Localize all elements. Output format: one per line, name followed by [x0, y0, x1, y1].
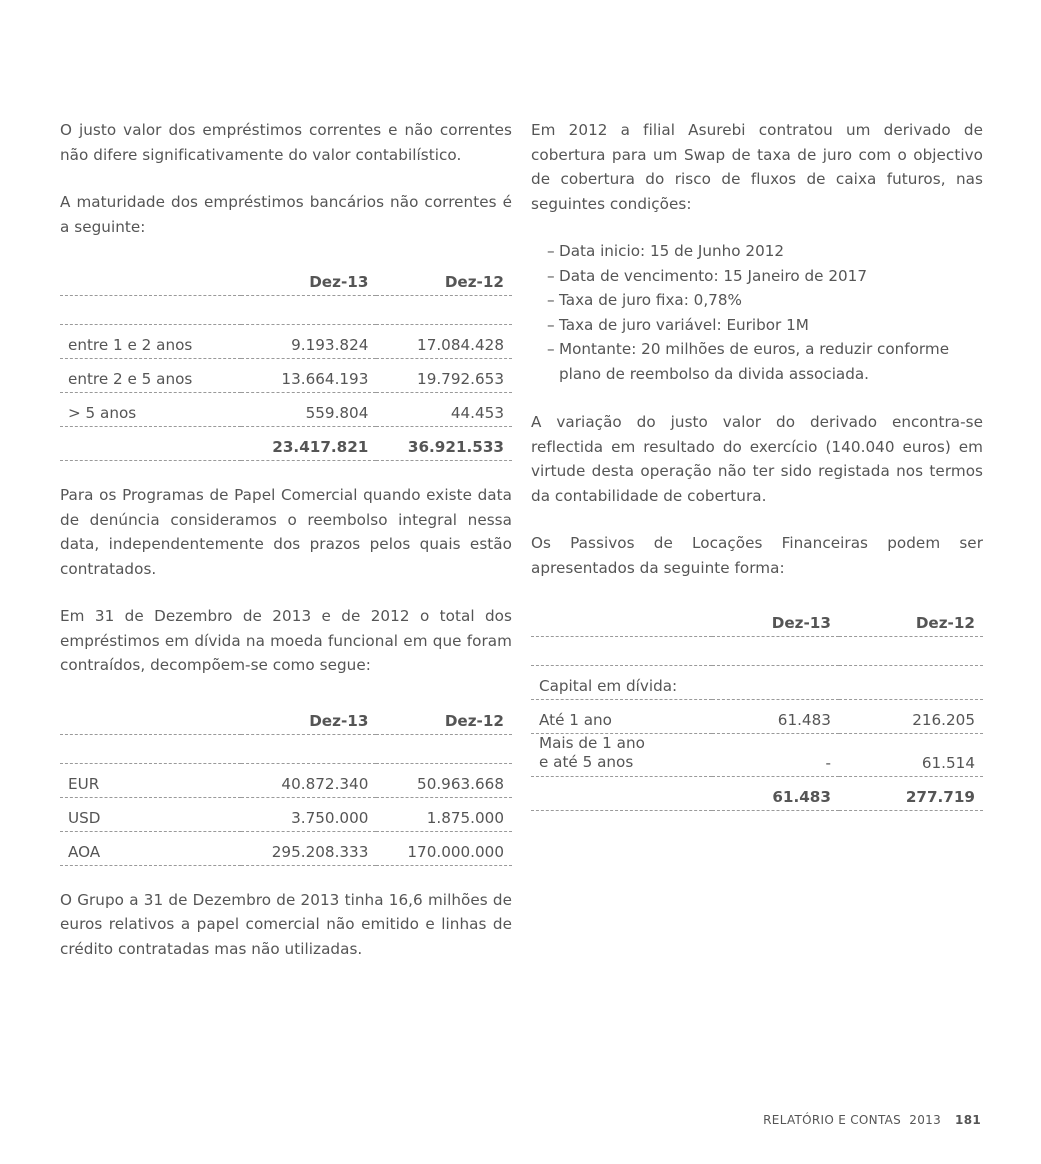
dash-bullet: –	[547, 242, 555, 260]
cell-dez12: 170.000.000	[407, 842, 504, 861]
list-item: – Montante: 20 milhões de euros, a reduzir conforme plano de reembolso da divida associada.	[547, 337, 983, 386]
column-header-dez12: Dez-12	[444, 711, 504, 730]
table-spacer-row	[60, 734, 512, 763]
swap-conditions-list	[531, 239, 983, 386]
row-label: > 5 anos	[68, 404, 137, 422]
table-row	[60, 325, 512, 359]
table-row	[60, 359, 512, 393]
cell-dez13: -	[825, 754, 831, 772]
table-spacer-row	[531, 637, 983, 666]
row-label: Mais de 1 ano e até 5 anos	[539, 734, 645, 771]
column-header-dez13: Dez-13	[309, 711, 369, 730]
paragraph-swap-intro: Em 2012 a filial Asurebi contratou um derivado de cobertura para um Swap de taxa de juro com o objectivo de cobertura do risco de fluxos de caixa futuros, nas seguintes condições:	[531, 121, 983, 213]
paragraph-credit-lines: O Grupo a 31 de Dezembro de 2013 tinha 16,6 milhões de euros relativos a papel comercial não emitido e linhas de crédito contratadas mas não utilizadas.	[60, 890, 512, 958]
paragraph-derivative-variation: A variação do justo valor do derivado encontra-se reflectida em resultado do exercício (140.040 euros) em virtude desta operação não ter sido registada nos termos da contabilidade de cobertura.	[531, 413, 983, 505]
dash-bullet: –	[547, 266, 555, 285]
table-row	[531, 734, 983, 777]
dash-bullet: –	[547, 340, 555, 358]
currency-table	[60, 701, 512, 866]
leases-table	[531, 603, 983, 811]
cell-dez13: 61.483	[777, 711, 831, 729]
table-row	[60, 797, 512, 831]
dash-bullet: –	[547, 315, 555, 334]
page-footer	[763, 1113, 981, 1127]
left-column	[60, 118, 512, 984]
cell-dez13: 40.872.340	[281, 774, 369, 793]
paragraph-fair-value: O justo valor dos empréstimos correntes e não correntes não difere significativamente do valor contabilístico.	[60, 121, 512, 164]
cell-dez13: 3.750.000	[291, 808, 369, 827]
section-label: Capital em dívida:	[539, 677, 678, 695]
maturity-table	[60, 262, 512, 461]
row-label: USD	[68, 808, 101, 827]
column-header-dez13: Dez-13	[771, 614, 831, 632]
cell-dez13: 559.804	[305, 404, 369, 422]
table-row	[60, 763, 512, 797]
table-header-row	[60, 262, 512, 296]
table-header-row	[531, 603, 983, 637]
list-item: – Data inicio: 15 de Junho 2012	[547, 239, 983, 264]
cell-dez13: 13.664.193	[281, 370, 369, 388]
cell-dez13: 9.193.824	[291, 336, 369, 354]
footer-report-title: RELATÓRIO E CONTAS 2013	[763, 1113, 942, 1127]
table-row	[531, 700, 983, 734]
paragraph-commercial-paper: Para os Programas de Papel Comercial quando existe data de denúncia consideramos o reembolso integral nessa data, independentemente dos prazos pelos quais estão contratados.	[60, 486, 512, 578]
list-item: – Data de vencimento: 15 Janeiro de 2017	[547, 264, 983, 289]
table-row	[60, 393, 512, 427]
list-item: – Taxa de juro variável: Euribor 1M	[547, 313, 983, 338]
paragraph-maturity-intro: A maturidade dos empréstimos bancários não correntes é a seguinte:	[60, 193, 512, 236]
total-dez12: 36.921.533	[407, 438, 504, 456]
row-label: entre 1 e 2 anos	[68, 336, 193, 354]
total-dez12: 277.719	[905, 788, 975, 806]
row-label: EUR	[68, 774, 100, 793]
paragraph-leases-intro: Os Passivos de Locações Financeiras podem ser apresentados da seguinte forma:	[531, 534, 983, 577]
column-header-dez12: Dez-12	[915, 614, 975, 632]
table-row	[60, 831, 512, 865]
table-total-row	[531, 777, 983, 811]
cell-dez12: 216.205	[912, 711, 975, 729]
cell-dez12: 17.084.428	[417, 336, 504, 354]
table-total-row	[60, 427, 512, 461]
cell-dez12: 1.875.000	[426, 808, 504, 827]
table-spacer-row	[60, 296, 512, 325]
column-header-dez12: Dez-12	[444, 273, 504, 291]
total-dez13: 23.417.821	[272, 438, 369, 456]
cell-dez12: 19.792.653	[417, 370, 504, 388]
table-header-row	[60, 701, 512, 735]
cell-dez12: 44.453	[450, 404, 504, 422]
total-dez13: 61.483	[772, 788, 831, 806]
list-item: – Taxa de juro fixa: 0,78%	[547, 288, 983, 313]
row-label: entre 2 e 5 anos	[68, 370, 193, 388]
row-label: AOA	[68, 842, 101, 861]
row-label: Até 1 ano	[539, 711, 612, 729]
paragraph-currency-intro: Em 31 de Dezembro de 2013 e de 2012 o total dos empréstimos em dívida na moeda funcional em que foram contraídos, decompõem-se como segue:	[60, 607, 512, 674]
column-header-dez13: Dez-13	[309, 273, 369, 291]
page-number: 181	[955, 1113, 981, 1127]
cell-dez12: 61.514	[921, 754, 975, 772]
table-section-row	[531, 666, 983, 700]
dash-bullet: –	[547, 291, 555, 309]
cell-dez13: 295.208.333	[271, 842, 369, 861]
right-column	[531, 118, 983, 833]
cell-dez12: 50.963.668	[417, 774, 504, 793]
